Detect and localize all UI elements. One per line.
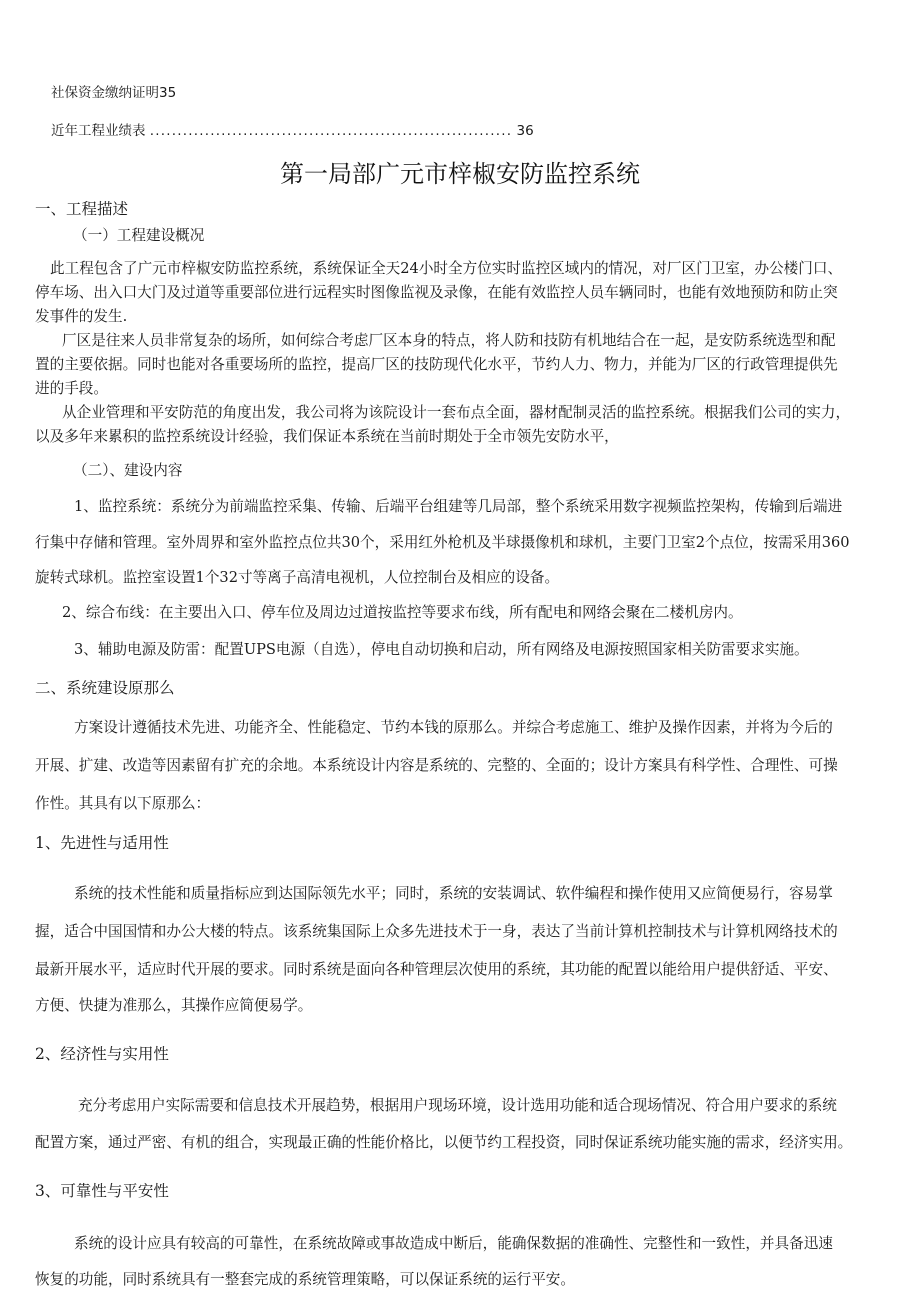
subsection-heading-1: （一）工程建设概况	[73, 227, 205, 244]
paragraph-line: 配置方案，通过严密、有机的组合，实现最正确的性能价格比，以便节约工程投资，同时保证系统功能实施的需求，经济实用。	[35, 1134, 853, 1151]
paragraph-line: 恢复的功能，同时系统具有一整套完成的系统管理策略，可以保证系统的运行平安。	[35, 1271, 575, 1288]
section-heading-2: 二、系统建设原那么	[35, 679, 175, 697]
toc-leader-dots: ..................................................................	[149, 123, 513, 139]
subsection-heading-2: （二）、建设内容	[73, 462, 183, 479]
toc-item-label: 近年工程业绩表	[51, 123, 146, 139]
paragraph-line: 旋转式球机。监控室设置1个32寸等离子高清电视机，人位控制台及相应的设备。	[35, 569, 560, 586]
toc-item-performance	[51, 121, 534, 141]
paragraph-line: 系统的设计应具有较高的可靠性，在系统故障或事故造成中断后，能确保数据的准确性、完整性和一致性，并具备迅速	[74, 1235, 833, 1252]
principle-heading-3: 3、可靠性与平安性	[35, 1182, 169, 1200]
paragraph-line: 行集中存储和管理。室外周界和室外监控点位共30个，采用红外枪机及半球摄像机和球机，主要门卫室2个点位，按需采用360	[35, 534, 850, 551]
paragraph-line: 置的主要依据。同时也能对各重要场所的监控，提高厂区的技防现代化水平，节约人力、物力，并能为厂区的行政管理提供先	[35, 356, 838, 373]
paragraph-line: 最新开展水平，适应时代开展的要求。同时系统是面向各种管理层次使用的系统，其功能的配置以能给用户提供舒适、平安、	[35, 961, 838, 978]
paragraph-line: 作性。其具有以下原那么：	[35, 795, 211, 812]
toc-item-social-security: 社保资金缴纳证明35	[51, 85, 177, 101]
paragraph-line: 进的手段。	[35, 380, 108, 397]
paragraph-line: 方便、快捷为准那么，其操作应简便易学。	[35, 997, 313, 1014]
paragraph-line: 方案设计遵循技术先进、功能齐全、性能稳定、节约本钱的原那么。并综合考虑施工、维护及操作因素，并将为今后的	[74, 719, 833, 736]
paragraph-line: 2、综合布线：在主要出入口、停车位及周边过道按监控等要求布线，所有配电和网络会聚在二楼机房内。	[62, 604, 743, 621]
paragraph-line: 系统的技术性能和质量指标应到达国际领先水平；同时，系统的安装调试、软件编程和操作使用又应简便易行，容易掌	[74, 885, 833, 902]
paragraph-line: 以及多年来累积的监控系统设计经验，我们保证本系统在当前时期处于全市领先安防水平，	[35, 428, 619, 445]
paragraph-line: 停车场、出入口大门及过道等重要部位进行远程实时图像监视及录像，在能有效监控人员车辆同时，也能有效地预防和防止突	[35, 284, 838, 301]
paragraph-line: 3、辅助电源及防雷：配置UPS电源（自选），停电自动切换和启动，所有网络及电源按照国家相关防雷要求实施。	[74, 641, 809, 658]
paragraph-line: 厂区是往来人员非常复杂的场所，如何综合考虑厂区本身的特点，将人防和技防有机地结合在一起，是安防系统选型和配	[62, 332, 836, 349]
paragraph-line: 从企业管理和平安防范的角度出发，我公司将为该院设计一套布点全面，器材配制灵活的监控系统。根据我们公司的实力，	[62, 404, 851, 421]
principle-heading-1	[35, 833, 169, 853]
section-heading-1: 一、工程描述	[35, 200, 129, 218]
principle-heading-2: 2、经济性与实用性	[35, 1045, 169, 1063]
paragraph-line: 此工程包含了广元市梓椒安防监控系统，系统保证全天24小时全方位实时监控区域内的情况，对厂区门卫室，办公楼门口、	[50, 260, 843, 277]
paragraph-line: 充分考虑用户实际需要和信息技术开展趋势，根据用户现场环境，设计选用功能和适合现场情况、符合用户要求的系统	[78, 1097, 837, 1114]
paragraph-line: 握，适合中国国情和办公大楼的特点。该系统集国际上众多先进技术于一身，表达了当前计算机控制技术与计算机网络技术的	[35, 923, 838, 940]
paragraph-line: 开展、扩建、改造等因素留有扩充的余地。本系统设计内容是系统的、完整的、全面的；设计方案具有科学性、合理性、可操	[35, 757, 838, 774]
document-title: 第一局部广元市梓椒安防监控系统	[280, 160, 640, 188]
paragraph-line: 1、监控系统：系统分为前端监控采集、传输、后端平台组建等几局部，整个系统采用数字视频监控架构，传输到后端进	[74, 498, 843, 515]
toc-page-number: 36	[516, 123, 534, 139]
paragraph-line: 发事件的发生.	[35, 308, 128, 325]
principle-heading-text: 1、先进性与适用性	[35, 834, 169, 852]
